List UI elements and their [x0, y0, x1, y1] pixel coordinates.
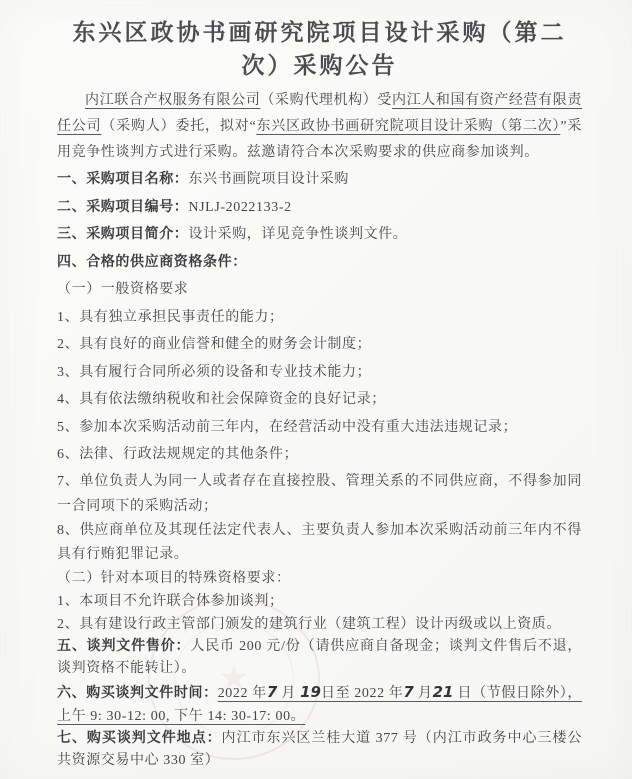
requirement-item-5: 5、参加本次采购活动前三年内，在经营活动中没有重大违法违规记录； — [57, 419, 518, 435]
purchaser-name-underlined: 内江人和国有资产经营有限责任公司 — [57, 93, 582, 134]
section-3-label: 三、采购项目简介： — [57, 227, 189, 242]
section-project-number — [57, 194, 582, 222]
date-text-4: 月 — [413, 685, 433, 701]
special-item-1: 1、本项目不允许联合体参加谈判； — [57, 593, 284, 609]
requirement-item-4: 4、具有依法缴纳税收和社会保障资金的良好记录； — [57, 392, 386, 407]
special-item-2: 2、具有建设行政主管部门颁发的建筑行业（建筑工程）设计丙级或以上资质。 — [57, 616, 561, 632]
section-5-value: 人民币 200 元/份（请供应商自备现金；谈判文件售后不退，谈判资格不能转让）。 — [57, 638, 583, 676]
requirement-item-1: 1、具有独立承担民事责任的能力； — [57, 309, 284, 325]
project-name-underlined: 东兴区政协书画研究院项目设计采购（第二次） — [256, 119, 561, 134]
section-project-brief — [57, 221, 582, 249]
section-2-value: NJLJ-2022133-2 — [188, 199, 292, 215]
section-qualification-header — [57, 249, 582, 277]
requirement-item-2: 2、具有良好的商业信誉和健全的财务会计制度； — [57, 337, 372, 352]
document-content — [57, 16, 582, 773]
requirement-item-8: 8、供应商单位及其现任法定代表人、主要负责人参加本次采购活动前三年内不得具有行贿犯罪记录。 — [57, 522, 582, 562]
date-text-1: 2022 年 — [217, 685, 267, 701]
page-title: 东兴区政协书画研究院项目设计采购（第二次）采购公告 — [72, 20, 567, 78]
section-7-label: 七、购买谈判文件地点： — [57, 730, 222, 746]
handwritten-day-1: 19 — [300, 682, 321, 701]
section-purchase-location — [57, 728, 582, 773]
intro-paragraph — [57, 88, 582, 166]
intro-text-1: （采购代理机构）受 — [260, 93, 392, 108]
general-requirements-header: （一）一般资格要求 — [57, 282, 189, 297]
handwritten-day-2: 21 — [432, 682, 454, 701]
section-4-label: 四、合格的供应商资格条件： — [57, 254, 247, 270]
intro-text-2: （采购人）委托，拟对“ — [101, 119, 257, 134]
agency-name-underlined: 内江联合产权服务有限公司 — [85, 93, 261, 108]
section-purchase-time — [57, 681, 582, 728]
section-2-label: 二、采购项目编号： — [57, 199, 189, 215]
section-1-value: 东兴书画院项目设计采购 — [188, 172, 350, 187]
intro-text-3: ”采用竞争性谈判方式进行采购。兹邀请符合本次采购要求的供应商参加谈判。 — [57, 119, 582, 160]
section-7-value: 内江市东兴区兰桂大道 377 号（内江市政务中心三楼公共资源交易中心 330 室） — [57, 730, 582, 768]
section-1-label: 一、采购项目名称： — [57, 172, 189, 187]
requirement-item-6: 6、法律、行政法规规定的其他条件； — [57, 447, 299, 462]
section-project-name — [57, 166, 582, 194]
requirement-item-3: 3、具有履行合同所必须的设备和专业技术能力； — [57, 364, 372, 380]
date-text-5: 日（节假日除外），上午 9: 30-12: 00, 下午 14: 30-17: 00。 — [57, 685, 583, 724]
section-document-price — [57, 636, 582, 681]
section-3-value: 设计采购，详见竞争性谈判文件。 — [188, 227, 408, 242]
requirement-item-7: 7、单位负责人为同一人或者存在直接控股、管理关系的不同供应商，不得参加同一合同项下的采购活动； — [57, 473, 582, 514]
section-5-label: 五、谈判文件售价： — [57, 638, 191, 654]
handwritten-month-1: 7 — [266, 682, 278, 701]
section-6-label: 六、购买谈判文件时间： — [57, 685, 218, 701]
date-text-2: 月 — [277, 685, 301, 701]
special-requirements-header: （二）针对本项目的特殊资格要求： — [57, 570, 291, 586]
date-text-3: 日至 2022 年 — [320, 685, 404, 701]
handwritten-month-2: 7 — [403, 682, 414, 701]
